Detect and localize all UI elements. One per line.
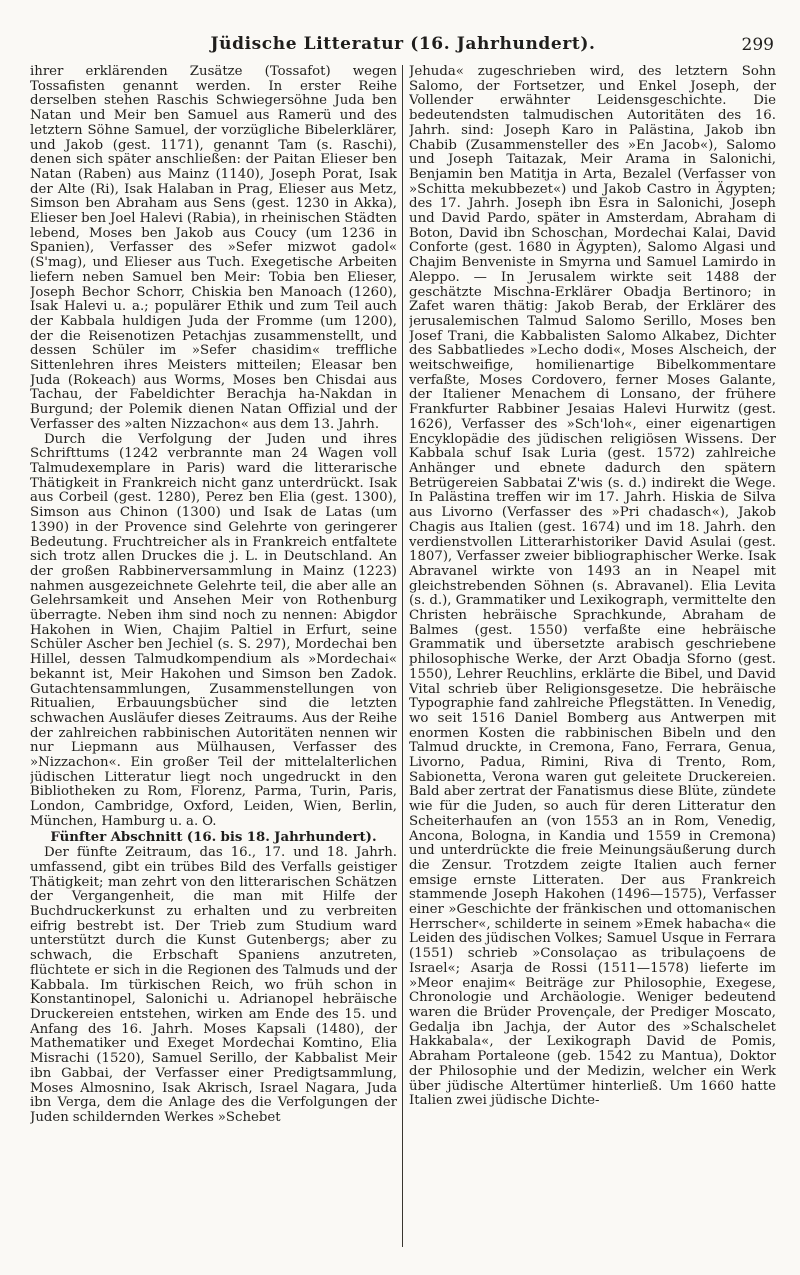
column-divider-rule bbox=[402, 65, 403, 1247]
paragraph-continuation: Jehuda« zugeschrieben wird, des letztern Sohn Salomo, der Fortsetzer, und Enkel Joseph, der Vollender erwähnter Leidensgeschichte. Die bedeutendsten talmudischen Autoritäten des 16. Jahrh. sind: Joseph Karo in Palästina, Jakob ibn Chabib (Zusammensteller des »En Jacob«), Salomo und Joseph Taitazak, Meir Arama in Salonichi, Benjamin ben Matitja in Arta, Bezalel (Verfasser von »Schitta mekubbezet«) und Jakob Castro in Ägypten; des 17. Jahrh. Joseph ibn Esra in Salonichi, Joseph und David Pardo, später in Amsterdam, Abraham di Boton, David ibn Schoschan, Mordechai Kalai, David Conforte (gest. 1680 in Ägypten), Salomo Algasi und Chajim Benveniste in Smyrna und Samuel Lamirdo in Aleppo. — In Jerusalem wirkte seit 1488 der geschätzte Mischna-Erklärer Obadja Bertinoro; in Zafet waren thätig: Jakob Berab, der Erklärer des jerusalemischen Talmud Salomo Serillo, Moses ben Josef Trani, die Kabbalisten Salomo Alkabez, Dichter des Sabbatliedes »Lecho dodi«, Moses Alscheich, der weitschweifige, homilienartige Bibelkommentare verfaßte, Moses Cordovero, ferner Moses Galante, der Italiener Menachem di Lonsano, der frühere Frankfurter Rabbiner Jesaias Halevi Hurwitz (gest. 1626), Verfasser des »Sch'loh«, einer eigenartigen Encyklopädie des jüdischen religiösen Wissens. Der Kabbala schuf Isak Luria (gest. 1572) zahlreiche Anhänger und ebnete dadurch den spätern Betrügereien Sabbatai Z'wis (s. d.) indirekt die Wege. In Palästina treffen wir im 17. Jahrh. Hiskia de Silva aus Livorno (Verfasser des »Pri chadasch«), Jakob Chagis aus Italien (gest. 1674) und im 18. Jahrh. den verdienstvollen Litterarhistoriker David Asulai (gest. 1807), Verfasser zweier bibliographischer Werke. Isak Abravanel wirkte von 1493 an in Neapel mit gleichstrebenden Söhnen (s. Abravanel). Elia Levita (s. d.), Grammatiker und Lexikograph, vermittelte den Christen hebräische Sprachkunde, Abraham de Balmes (gest. 1550) verfaßte eine hebräische Grammatik und übersetzte arabisch geschriebene philosophische Werke, der Arzt Obadja Sforno (gest. 1550), Lehrer Reuchlins, erklärte die Bibel, und David Vital schrieb über Religionsgesetze. Die hebräische Typographie fand zahlreiche Pflegstätten. In Venedig, wo seit 1516 Daniel Bomberg aus Antwerpen mit enormen Kosten die rabbinischen Bibeln und den Talmud druckte, in Cremona, Fano, Ferrara, Genua, Livorno, Padua, Rimini, Riva di Trento, Rom, Sabionetta, Verona waren gut geleitete Druckereien. Bald aber zertrat der Fanatismus diese Blüte, zündete wie für die Juden, so auch für deren Litteratur den Scheiterhaufen an (von 1553 an in Rom, Venedig, Ancona, Bologna, in Kandia und 1559 in Cremona) und unterdrückte die freie Meinungsäußerung durch die Zensur. Trotzdem zeigte Italien auch ferner emsige ernste Litteraten. Der aus Frankreich stammende Joseph Hakohen (1496—1575), Verfasser einer »Geschichte der fränkischen und ottomanischen Herrscher«, schilderte in seinem »Emek habacha« die Leiden des jüdischen Volkes; Samuel Usque in Ferrara (1551) schrieb »Consolaçao as tribulaçoens de Israel«; Asarja de Rossi (1511—1578) lieferte im »Meor enajim« Beiträge zur Philosophie, Exegese, Chronologie und Archäologie. Weniger bedeutend waren die Brüder Provençale, der Prediger Moscato, Gedalja ibn Jachja, der Autor des »Schalschelet Hakkabala«, der Lexikograph David de Pomis, Abraham Portaleone (geb. 1542 zu Mantua), Doktor der Philosophie und der Medizin, welcher ein Werk über jüdische Altertümer hinterließ. Um 1660 hatte Italien zwei jüdische Dichte- bbox=[409, 65, 776, 1109]
running-head-title: Jüdische Litteratur (16. Jahrhundert). bbox=[210, 34, 596, 54]
two-column-text-block bbox=[30, 65, 776, 1247]
section-heading: Fünfter Abschnitt (16. bis 18. Jahrhundert). bbox=[50, 829, 377, 845]
page-header bbox=[30, 34, 776, 60]
paragraph-continuation: ihrer erklärenden Zusätze (Tossafot) wegen Tossafisten genannt werden. In erster Reihe derselben stehen Raschis Schwiegersöhne Juda ben Natan und Meir ben Samuel aus Ramerü und des letztern Söhne Samuel, der vorzügliche Bibelerklärer, und Jakob (gest. 1171), genannt Tam (s. Raschi), denen sich später anschließen: der Paitan Elieser ben Natan (Raben) aus Mainz (1140), Joseph Porat, Isak der Alte (Ri), Isak Halaban in Prag, Elieser aus Metz, Simson ben Abraham aus Sens (gest. 1230 in Akka), Elieser ben Joel Halevi (Rabia), in rheinischen Städten lebend, Moses ben Jakob aus Coucy (um 1236 in Spanien), Verfasser des »Sefer mizwot gadol« (S'mag), und Elieser aus Tuch. Exegetische Arbeiten liefern neben Samuel ben Meir: Tobia ben Elieser, Joseph Bechor Schorr, Chiskia ben Manoach (1260), Isak Halevi u. a.; populärer Ethik und zum Teil auch der Kabbala huldigen Juda der Fromme (um 1200), der die Reisenotizen Petachjas zusammenstellt, und dessen Schüler im »Sefer chasidim« treffliche Sittenlehren ihres Meisters mitteilen; Eleasar ben Juda (Rokeach) aus Worms, Moses ben Chisdai aus Tachau, der Fabeldichter Berachja ha-Nakdan in Burgund; der Polemik dienen Natan Offizial und der Verfasser des »alten Nizzachon« aus dem 13. Jahrh. bbox=[30, 65, 397, 432]
left-column bbox=[30, 65, 397, 1247]
right-column bbox=[409, 65, 776, 1247]
page-number: 299 bbox=[741, 35, 774, 55]
paragraph: Durch die Verfolgung der Juden und ihres Schrifttums (1242 verbrannte man 24 Wagen voll Talmudexemplare in Paris) ward die litterarische Thätigkeit in Frankreich nicht ganz unterdrückt. Isak aus Corbeil (gest. 1280), Perez ben Elia (gest. 1300), Simson aus Chinon (1300) und Isak de Latas (um 1390) in der Provence sind Gelehrte von geringerer Bedeutung. Fruchtreicher als in Frankreich entfaltete sich trotz allen Druckes die j. L. in Deutschland. An der großen Rabbinerversammlung in Mainz (1223) nahmen ausgezeichnete Gelehrte teil, die aber alle an Gelehrsamkeit und Ansehen Meir von Rothenburg überragte. Neben ihm sind noch zu nennen: Abigdor Hakohen in Wien, Chajim Paltiel in Erfurt, seine Schüler Ascher ben Jechiel (s. S. 297), Mordechai ben Hillel, dessen Talmudkompendium als »Mordechai« bekannt ist, Meir Hakohen und Simson ben Zadok. Gutachtensammlungen, Zusammenstellungen von Ritualien, Erbauungsbücher sind die letzten schwachen Ausläufer dieses Zeitraums. Aus der Reihe der zahlreichen rabbinischen Autoritäten nennen wir nur Liepmann aus Mülhausen, Verfasser des »Nizzachon«. Ein großer Teil der mittelalterlichen jüdischen Litteratur liegt noch ungedruckt in den Bibliotheken zu Rom, Florenz, Parma, Turin, Paris, London, Cambridge, Oxford, Leiden, Wien, Berlin, München, Hamburg u. a. O. bbox=[30, 431, 397, 829]
paragraph: Der fünfte Zeitraum, das 16., 17. und 18. Jahrh. umfassend, gibt ein trübes Bild des Verfalls geistiger Thätigkeit; man zehrt von den litterarischen Schätzen der Vergangenheit, die man mit Hilfe der Buchdruckerkunst zu erhalten und zu verbreiten eifrig bestrebt ist. Der Trieb zum Studium ward unterstützt durch die Kunst Gutenbergs; aber zu schwach, die Erbschaft Spaniens anzutreten, flüchtete er sich in die Regionen des Talmuds und der Kabbala. Im türkischen Reich, wo früh schon in Konstantinopel, Salonichi u. Adrianopel hebräische Druckereien entstehen, wirken am Ende des 15. und Anfang des 16. Jahrh. Moses Kapsali (1480), der Mathematiker und Exeget Mordechai Komtino, Elia Misrachi (1520), Samuel Serillo, der Kabbalist Meir ibn Gabbai, der Verfasser einer Predigtsammlung, Moses Almosnino, Isak Akrisch, Israel Nagara, Juda ibn Verga, dem die Anlage des die Verfolgungen der Juden schildernden Werkes »Schebet bbox=[30, 845, 397, 1125]
